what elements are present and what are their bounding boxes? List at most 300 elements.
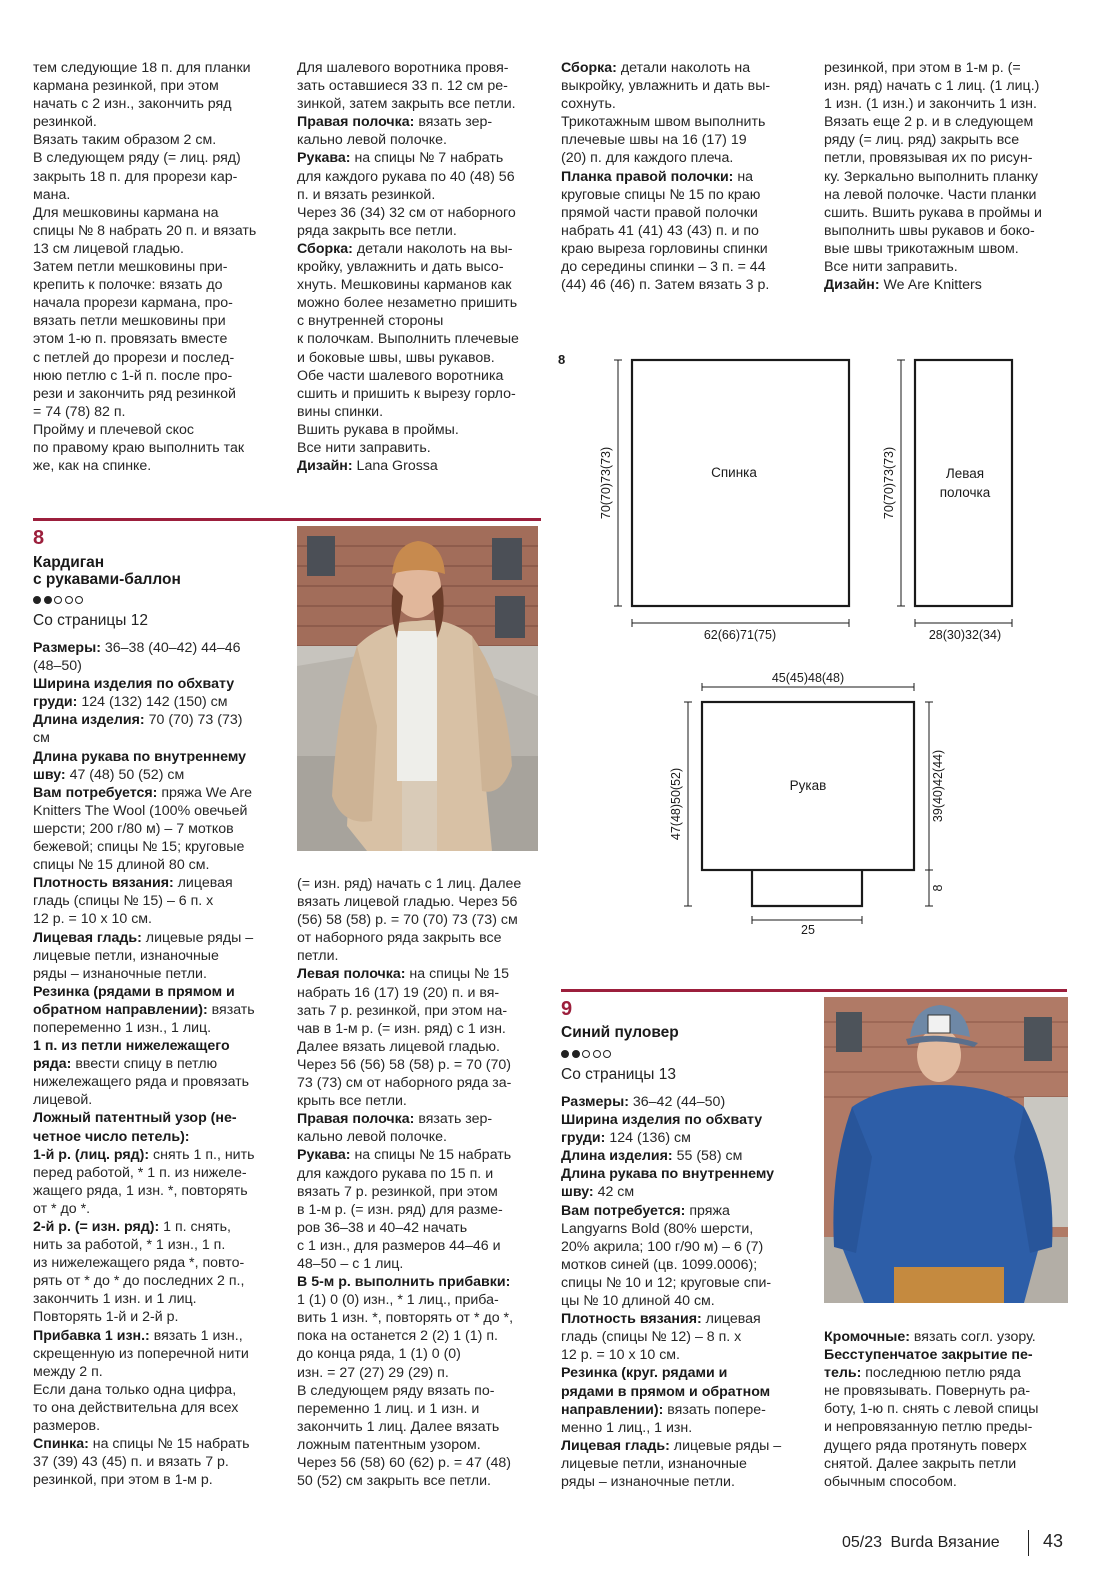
line-text: лицевая (173, 875, 233, 892)
line-text: на спицы № 15 (405, 966, 509, 983)
bold-term: Рукава: (297, 1147, 351, 1164)
text-line (33, 258, 283, 276)
line-text: 20% акрила; 100 г/90 м) – 6 (7) (561, 1238, 764, 1255)
bold-term: рядами в прямом и обратном (561, 1383, 771, 1400)
difficulty-rating-8 (33, 596, 83, 604)
text-line (297, 875, 547, 893)
line-text: вязать согл. узору. (909, 1329, 1036, 1345)
sleeve-inner-dimension: 39(40)42(44) (931, 749, 945, 823)
text-line (561, 240, 811, 258)
line-text: вязать зер- (414, 114, 493, 131)
text-line (297, 131, 547, 149)
bold-term: В 5-м р. выполнить прибавки: (297, 1274, 511, 1291)
text-line (33, 457, 283, 475)
text-line (561, 149, 811, 167)
line-text: Затем петли мешковины при- (33, 259, 228, 276)
text-line (33, 1345, 283, 1363)
line-text: рять от * до * до последних 2 п., (33, 1273, 245, 1290)
line-text: Langyarns Bold (80% шерсти, (561, 1220, 754, 1237)
text-line (824, 1437, 1084, 1455)
text-line (33, 1182, 283, 1200)
line-text: снятой. Далее закрыть петли (824, 1455, 1017, 1472)
text-line (561, 1129, 811, 1147)
footer-issue-date: 05/23 (842, 1534, 883, 1551)
difficulty-dot-empty (603, 1050, 611, 1058)
left-front-label-line1: Левая (945, 466, 985, 481)
text-line (824, 204, 1084, 222)
section-8-rule (33, 518, 541, 521)
left-front-label-line2: полочка (939, 485, 991, 500)
line-text: (48–50) (33, 658, 82, 675)
line-text: Все нити заправить. (824, 259, 958, 276)
line-text: жащего ряда, 1 изн. *, повторять (33, 1182, 248, 1199)
text-line (33, 1308, 283, 1326)
line-text: с 1 изн., для размеров 44–46 и (297, 1237, 501, 1254)
text-line (33, 820, 283, 838)
text-line (33, 657, 283, 675)
text-line (824, 59, 1084, 77)
bold-term: груди: (33, 694, 78, 711)
line-text: (56) 58 (58) р. = 70 (70) 73 (73) см (297, 912, 518, 929)
line-text: к полочкам. Выполнить плечевые (297, 331, 519, 348)
line-text: Для мешковины кармана на (33, 204, 219, 221)
text-line (561, 1364, 811, 1382)
line-text: менно 1 лиц., 1 изн. (561, 1419, 693, 1436)
text-line (33, 1037, 283, 1055)
col4-top-text (824, 59, 1084, 294)
line-text: нить за работой, * 1 изн., 1 п. (33, 1237, 226, 1254)
text-line (297, 1092, 547, 1110)
line-text: п. и вязать резинкой. (297, 186, 436, 203)
line-text: Через 56 (58) 60 (62) р. = 47 (48) (297, 1455, 512, 1471)
bold-term: Длина рукава по внутреннему (561, 1166, 775, 1183)
line-text: 1 п. снять, (159, 1219, 232, 1235)
text-line (824, 131, 1084, 149)
sleeve-cuff-outline (752, 870, 862, 906)
text-line (33, 1381, 283, 1399)
text-line (33, 294, 283, 312)
line-text: набрать 41 (41) 43 (43) п. и по (561, 222, 759, 239)
text-line (33, 168, 283, 186)
bold-term: Бесступенчатое закрытие пе- (824, 1347, 1033, 1364)
col2-body-text (297, 875, 547, 1490)
line-text: Далее вязать лицевой гладью. (297, 1038, 500, 1055)
text-line (561, 113, 811, 131)
text-line (33, 403, 283, 421)
line-text: 12 р. = 10 х 10 см. (33, 911, 152, 928)
text-line (297, 95, 547, 113)
line-text: размеров. (33, 1418, 101, 1435)
line-text: ряды – изнаночные петли. (33, 965, 207, 982)
text-line (33, 874, 283, 892)
text-line (824, 1364, 1084, 1382)
line-text: (44) 46 (46) п. Затем вязать 3 р. (561, 277, 770, 294)
line-text: лицевые петли, изнаночные (561, 1455, 747, 1472)
text-line (297, 77, 547, 95)
text-line (33, 947, 283, 965)
text-line (33, 222, 283, 240)
line-text: детали наколоть на (616, 60, 751, 76)
bold-term: Ширина изделия по обхвату (33, 676, 235, 693)
line-text: же, как на спинке. (33, 458, 152, 475)
line-text: Вшить рукава в проймы. (297, 421, 459, 438)
text-line (33, 1327, 283, 1345)
bold-term: Ширина изделия по обхвату (561, 1112, 763, 1129)
bold-term: Кромочные: (824, 1329, 910, 1345)
pattern-diagram (540, 340, 1100, 950)
text-line (297, 1291, 547, 1309)
text-line (297, 1201, 547, 1219)
text-line (33, 929, 283, 947)
line-text: спицы № 15 длиной 80 см. (33, 857, 210, 874)
text-line (33, 385, 283, 403)
text-line (561, 1093, 811, 1111)
text-line (297, 1020, 547, 1038)
bold-term: Лицевая гладь: (561, 1437, 670, 1454)
text-line (33, 204, 283, 222)
text-line (33, 1236, 283, 1254)
col1-body-text (33, 639, 283, 1489)
text-line (33, 1471, 283, 1489)
line-text: снять 1 п., нить (149, 1146, 255, 1163)
line-text: для каждого рукава по 15 п. и (297, 1165, 494, 1182)
line-text: лицевая (701, 1311, 761, 1328)
line-text: от наборного ряда закрыть все (297, 930, 502, 947)
text-line (33, 1164, 283, 1182)
bold-term: Планка правой полочки: (561, 168, 734, 185)
line-text: боту, 1-ю п. снять с левой спицы (824, 1401, 1039, 1418)
pullover-photo (824, 997, 1068, 1303)
text-line (297, 149, 547, 167)
col3-top-text (561, 59, 811, 294)
text-line (561, 1346, 811, 1364)
text-line (824, 95, 1084, 113)
text-line (297, 240, 547, 258)
bold-term: Размеры: (33, 640, 101, 656)
text-line (297, 258, 547, 276)
text-line (561, 131, 811, 149)
text-line (33, 748, 283, 766)
line-text: вить 1 изн. *, повторять от * до *, (297, 1310, 514, 1327)
line-text: плечевые швы на 16 (17) 19 (561, 132, 747, 149)
text-line (33, 59, 283, 77)
line-text: между 2 п. (33, 1363, 103, 1380)
bold-term: Длина изделия: (33, 712, 145, 729)
text-line (297, 893, 547, 911)
text-line (33, 1417, 283, 1435)
text-line (561, 1238, 811, 1256)
bold-term: Левая полочка: (297, 966, 406, 983)
line-text: 36–38 (40–42) 44–46 (100, 640, 241, 656)
text-line (297, 312, 547, 330)
text-line (297, 349, 547, 367)
text-line (33, 1290, 283, 1308)
text-line (33, 1363, 283, 1381)
line-text: до конца ряда, 1 (1) 0 (0) (297, 1346, 461, 1363)
text-line (561, 276, 811, 294)
front-height-dimension: 70(70)73(73) (882, 446, 896, 520)
text-line (33, 349, 283, 367)
text-line (561, 1310, 811, 1328)
footer-separator (1028, 1530, 1029, 1556)
text-line (824, 222, 1084, 240)
text-line (561, 258, 811, 276)
text-line (33, 639, 283, 657)
cuff-height-dimension: 8 (931, 884, 945, 892)
cardigan-photo-illustration (297, 526, 538, 851)
difficulty-rating-9 (561, 1050, 611, 1058)
bold-term: Резинка (рядами в прямом и (33, 983, 235, 1000)
line-text: для каждого рукава по 40 (48) 56 (297, 168, 515, 185)
text-line (33, 1073, 283, 1091)
line-text: (20) п. для каждого плеча. (561, 150, 734, 167)
line-text: В следующем ряду (= лиц. ряд) (33, 150, 241, 167)
text-line (824, 186, 1084, 204)
text-line (33, 1399, 283, 1417)
text-line (33, 802, 283, 820)
line-text: кройку, увлажнить и дать высо- (297, 259, 504, 276)
bold-term: Резинка (круг. рядами и (561, 1365, 728, 1382)
line-text: резинкой, при этом в 1-м р. (= (824, 60, 1021, 76)
text-line (33, 330, 283, 348)
text-line (297, 1255, 547, 1273)
text-line (297, 929, 547, 947)
sleeve-top-dimension: 45(45)48(48) (771, 671, 845, 685)
text-line (297, 1183, 547, 1201)
text-line (297, 1472, 547, 1490)
line-text: 73 (73) см от наборного ряда за- (297, 1075, 512, 1092)
line-text: вязать 7 р. резинкой, при этом (297, 1183, 498, 1200)
line-text: спицы № 8 набрать 20 п. и вязать (33, 222, 257, 239)
line-text: вины спинки. (297, 403, 384, 420)
front-width-dimension: 28(30)32(34) (928, 628, 1002, 642)
text-line (297, 1309, 547, 1327)
text-line (33, 784, 283, 802)
text-line (561, 1220, 811, 1238)
line-text: ряду (= лиц. ряд) закрыть все (824, 132, 1020, 149)
line-text: кально левой полочке. (297, 1129, 447, 1146)
bold-term: ряда: (33, 1056, 72, 1073)
text-line (33, 711, 283, 729)
line-text: 70 (70) 73 (73) (144, 712, 243, 729)
line-text: начала прорези кармана, про- (33, 295, 233, 312)
line-text: спицы № 10 и 12; круговые спи- (561, 1274, 772, 1291)
line-text: ряда закрыть все петли. (297, 222, 457, 239)
difficulty-dot-empty (54, 596, 62, 604)
text-line (561, 1437, 811, 1455)
line-text: Пройму и плечевой скос (33, 421, 194, 438)
bold-term: Длина рукава по внутреннему (33, 748, 247, 765)
line-text: рези и закончить ряд резинкой (33, 385, 236, 402)
bold-term: Лицевая гладь: (33, 929, 142, 946)
cuff-width-dimension: 25 (801, 923, 815, 937)
line-text: нюю петлю с 1-й п. после про- (33, 367, 233, 384)
line-text: 42 см (593, 1184, 635, 1201)
text-line (33, 149, 283, 167)
text-line (33, 838, 283, 856)
line-text: 1 (1) 0 (0) изн., * 1 лиц., приба- (297, 1292, 499, 1309)
line-text: в 1-м р. (= изн. ряд) для разме- (297, 1201, 503, 1218)
text-line (561, 1256, 811, 1274)
line-text: до середины спинки – 3 п. = 44 (561, 259, 766, 276)
line-text: Обе части шалевого воротника (297, 367, 504, 384)
text-line (297, 1237, 547, 1255)
text-line (297, 1146, 547, 1164)
text-line (824, 1382, 1084, 1400)
line-text: нижележащего ряда и провязать (33, 1074, 250, 1091)
bold-term: Ложный патентный узор (не- (33, 1110, 237, 1127)
bold-term: Правая полочка: (297, 114, 415, 131)
line-text: перед работой, * 1 п. из нижеле- (33, 1164, 247, 1181)
bold-term: Дизайн: (297, 458, 353, 475)
text-line (33, 729, 283, 747)
line-text: изн. = 27 (27) 29 (29) п. (297, 1364, 449, 1381)
text-line (33, 675, 283, 693)
text-line (297, 204, 547, 222)
text-line (561, 95, 811, 113)
text-line (33, 1200, 283, 1218)
pullover-photo-illustration (824, 997, 1068, 1303)
line-text: шерсти; 200 г/80 м) – 7 мотков (33, 820, 234, 837)
line-text: резинкой, при этом в 1-м р. (33, 1472, 213, 1489)
line-text: не провязывать. Повернуть ра- (824, 1383, 1031, 1400)
text-line (824, 168, 1084, 186)
line-text: 48–50 – с 1 лиц. (297, 1255, 404, 1272)
text-line (561, 168, 811, 186)
text-line (824, 1346, 1084, 1364)
difficulty-dot-filled (33, 596, 41, 604)
text-line (824, 113, 1084, 131)
text-line (33, 1254, 283, 1272)
bold-term: обратном направлении): (33, 1001, 208, 1018)
line-text: сшить. Вшить рукава в проймы и (824, 204, 1042, 221)
text-line (297, 367, 547, 385)
line-text: закончить 1 лиц. Далее вязать (297, 1418, 500, 1435)
text-line (33, 892, 283, 910)
text-line (824, 1473, 1084, 1491)
line-text: We Are Knitters (879, 277, 982, 294)
text-line (561, 1455, 811, 1473)
text-line (297, 1219, 547, 1237)
bold-term: Длина изделия: (561, 1148, 673, 1165)
bold-term: направлении): (561, 1401, 664, 1418)
text-line (561, 1292, 811, 1310)
line-text: гладь (спицы № 15) – 6 п. х (33, 893, 214, 910)
line-text: 47 (48) 50 (52) см (65, 766, 185, 783)
line-text: кально левой полочке. (297, 132, 447, 149)
line-text: лицевые ряды – (669, 1437, 782, 1454)
text-line (561, 1165, 811, 1183)
bold-term: тель: (824, 1365, 862, 1382)
line-text: Lana Grossa (352, 458, 438, 475)
line-text: 50 (52) см закрыть все петли. (297, 1473, 491, 1490)
line-text: лицевые петли, изнаночные (33, 947, 219, 964)
text-line (33, 1109, 283, 1127)
line-text: тем следующие 18 п. для планки (33, 60, 251, 76)
back-piece-outline (632, 360, 849, 606)
line-text: мотков синей (цв. 1099.0006); (561, 1256, 758, 1273)
line-text: по правому краю выполнить так (33, 439, 245, 456)
text-line (297, 330, 547, 348)
text-line (824, 149, 1084, 167)
text-line (297, 186, 547, 204)
bold-term: шву: (561, 1184, 594, 1201)
line-text: с внутренней стороны (297, 313, 444, 330)
text-line (33, 766, 283, 784)
section-9-number: 9 (561, 998, 573, 1020)
line-text: зать 7 р. резинкой, при этом на- (297, 1002, 508, 1019)
text-line (297, 1110, 547, 1128)
line-text: хнуть. Мешковины карманов как (297, 277, 512, 294)
text-line (824, 240, 1084, 258)
line-text: изн. ряд) начать с 1 лиц. (1 лиц.) (824, 78, 1040, 95)
text-line (824, 1455, 1084, 1473)
bold-term: груди: (561, 1130, 606, 1147)
text-line (561, 59, 811, 77)
line-text: закончить 1 изн. и 1 лиц. (33, 1291, 197, 1308)
section-9-title: Синий пуловер (561, 1024, 679, 1041)
line-text: вязать попере- (663, 1401, 766, 1418)
text-line (33, 1218, 283, 1236)
bold-term: Вам потребуется: (561, 1202, 686, 1219)
text-line (33, 856, 283, 874)
section-9-rule (561, 989, 1067, 992)
back-width-dimension: 62(66)71(75) (703, 628, 777, 642)
text-line (33, 1019, 283, 1037)
text-line (297, 1400, 547, 1418)
line-text: и боковые швы, швы рукавов. (297, 349, 495, 366)
line-text: зать оставшиеся 33 п. 12 см ре- (297, 78, 508, 95)
line-text: зинкой, затем закрыть все петли. (297, 96, 516, 113)
line-text: ку. Зеркально выполнить планку (824, 168, 1039, 185)
line-text: последнюю петлю ряда (861, 1365, 1021, 1382)
col1-top-text (33, 59, 283, 475)
line-text: обычным способом. (824, 1473, 957, 1490)
text-line (824, 1400, 1084, 1418)
line-text: вязать петли мешковины при (33, 313, 226, 330)
line-text: переменно 1 лиц. и 1 изн. и (297, 1400, 480, 1417)
line-text: прямой части правой полочки (561, 204, 758, 221)
line-text: 124 (132) 142 (150) см (77, 694, 228, 711)
section-8-number: 8 (33, 527, 45, 549)
difficulty-dot-empty (75, 596, 83, 604)
text-line (33, 965, 283, 983)
text-line (297, 1074, 547, 1092)
text-line (297, 1454, 547, 1472)
line-text: на спицы № 15 набрать (88, 1436, 250, 1453)
text-line (33, 276, 283, 294)
text-line (297, 1273, 547, 1291)
text-line (824, 1418, 1084, 1436)
col3-body-text (561, 1093, 811, 1491)
line-text: с петлей до прорези и послед- (33, 349, 235, 366)
text-line (297, 1128, 547, 1146)
text-line (297, 1345, 547, 1363)
line-text: 37 (39) 43 (45) п. и вязать 7 р. (33, 1454, 229, 1471)
line-text: выкройку, увлажнить и дать вы- (561, 78, 771, 95)
line-text: крыть все петли. (297, 1093, 407, 1110)
line-text: Если дана только одна цифра, (33, 1381, 237, 1398)
bold-term: 1-й р. (лиц. ряд): (33, 1146, 150, 1163)
text-line (297, 385, 547, 403)
line-text: лицевые ряды – (141, 929, 254, 946)
text-line (297, 1327, 547, 1345)
text-line (561, 1183, 811, 1201)
line-text: Через 36 (34) 32 см от наборного (297, 204, 516, 221)
line-text: скрещенную из поперечной нити (33, 1345, 249, 1362)
text-line (297, 439, 547, 457)
line-text: 55 (58) см (672, 1148, 743, 1165)
